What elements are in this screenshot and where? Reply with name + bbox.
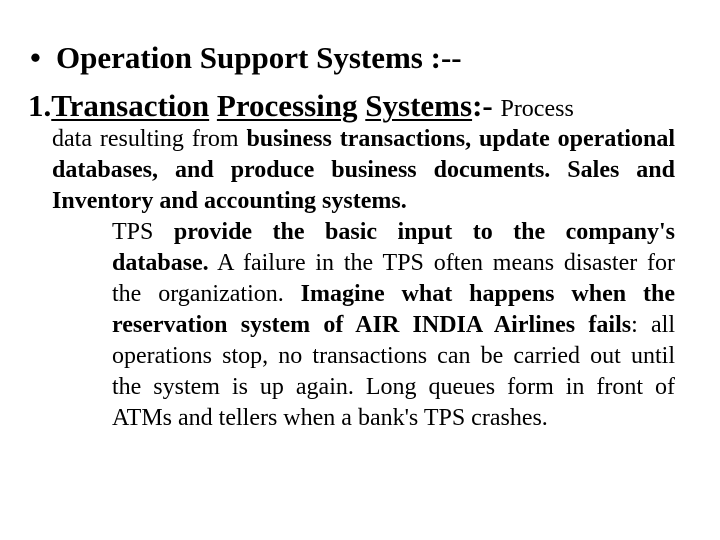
- bullet-icon: •: [30, 40, 41, 75]
- slide-heading: [30, 38, 462, 78]
- subheading-separator: :-: [472, 88, 493, 123]
- paragraph-2-part-1: TPS: [112, 219, 174, 245]
- subheading-term-word2: Processing: [216, 88, 358, 123]
- paragraph-2-part-4: Imagine what happens when the reservation system of AIR INDIA Airlines fails: [112, 281, 675, 338]
- subheading: [28, 86, 574, 129]
- body-text: [52, 124, 675, 434]
- heading-text: Operation Support Systems :--: [56, 40, 462, 75]
- paragraph-2-part-2: provide the basic input to the company's database.: [112, 219, 675, 276]
- paragraph-1-part-2: business transactions, update operational databases, and produce business documents. Sales and Inventory and accounting systems.: [52, 126, 675, 214]
- paragraph-1: [52, 124, 675, 217]
- subheading-term-word3: Systems: [365, 88, 473, 123]
- subheading-term-word1: Transaction: [51, 88, 210, 123]
- subheading-rest: Process: [500, 96, 574, 122]
- subheading-number: 1.: [28, 88, 52, 123]
- paragraph-2-part-3: A failure in the TPS often means disaster for the organization.: [112, 250, 675, 307]
- paragraph-2: [52, 217, 675, 434]
- paragraph-2-part-5: : all operations stop, no transactions can be carried out until the system is up again. Long queues form in front of ATMs and tellers when a bank's TPS crashes.: [112, 312, 675, 431]
- paragraph-1-part-1: data resulting from: [52, 126, 247, 152]
